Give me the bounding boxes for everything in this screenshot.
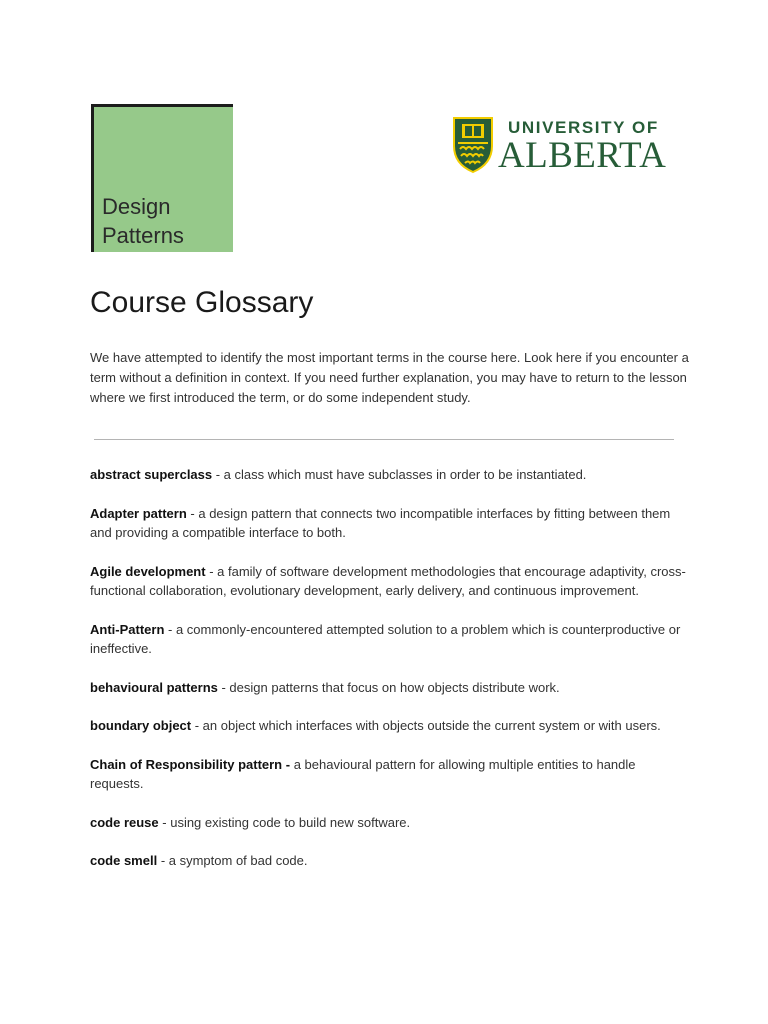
divider (94, 439, 674, 440)
university-logo (452, 116, 684, 176)
page-title: Course Glossary (90, 286, 314, 319)
glossary-term: behavioural patterns (90, 679, 218, 695)
glossary-definition: - a symptom of bad code. (157, 853, 308, 868)
glossary-definition: - an object which interfaces with objects outside the current system or with users. (191, 718, 661, 733)
glossary-entry (90, 813, 690, 833)
glossary-term: Chain of Responsibility pattern - (90, 756, 291, 772)
glossary-entry (90, 620, 690, 659)
glossary-definition: - using existing code to build new software. (158, 814, 411, 830)
glossary-entry (90, 755, 690, 794)
glossary-term: code smell (90, 853, 158, 868)
glossary-entry (90, 678, 690, 698)
glossary-definition: - a design pattern that connects two incompatible interfaces by fitting between them and providing a compatible interface to both. (90, 505, 671, 540)
glossary-list (90, 465, 690, 890)
glossary-term: Adapter pattern (90, 505, 187, 521)
glossary-term: code reuse (90, 814, 159, 830)
course-name (102, 192, 232, 250)
glossary-term: Anti-Pattern (90, 621, 165, 637)
intro-paragraph: We have attempted to identify the most important terms in the course here. Look here if you encounter a term without a definition in context. If you need further explanation, you may have to return to the lesson where we first introduced the term, or do some independent study. (90, 350, 689, 405)
course-name-line-2: Patterns (102, 223, 184, 248)
logo-wordmark-top: UNIVERSITY OF (508, 118, 659, 137)
glossary-term: boundary object (90, 718, 192, 733)
glossary-entry (90, 562, 690, 601)
glossary-definition: - a class which must have subclasses in order to be instantiated. (212, 467, 587, 482)
glossary-entry (90, 851, 690, 871)
logo-wordmark-bottom: ALBERTA (498, 135, 667, 176)
course-title-box (91, 104, 233, 252)
glossary-definition: - a commonly-encountered attempted solution to a problem which is counterproductive or ineffective. (90, 621, 681, 656)
glossary-term: abstract superclass (90, 467, 213, 482)
university-crest-icon (452, 116, 494, 174)
glossary-definition: - design patterns that focus on how objects distribute work. (217, 679, 560, 695)
glossary-entry (90, 504, 690, 543)
glossary-term: Agile development (90, 563, 206, 579)
glossary-definition: - a family of software development methodologies that encourage adaptivity, cross-functional collaboration, evolutionary development, early delivery, and continuous improvement. (90, 563, 686, 598)
glossary-entry (90, 716, 690, 736)
glossary-definition: a behavioural pattern for allowing multiple entities to handle requests. (90, 756, 636, 791)
glossary-entry (90, 465, 690, 485)
course-name-line-1: Design (102, 194, 171, 219)
